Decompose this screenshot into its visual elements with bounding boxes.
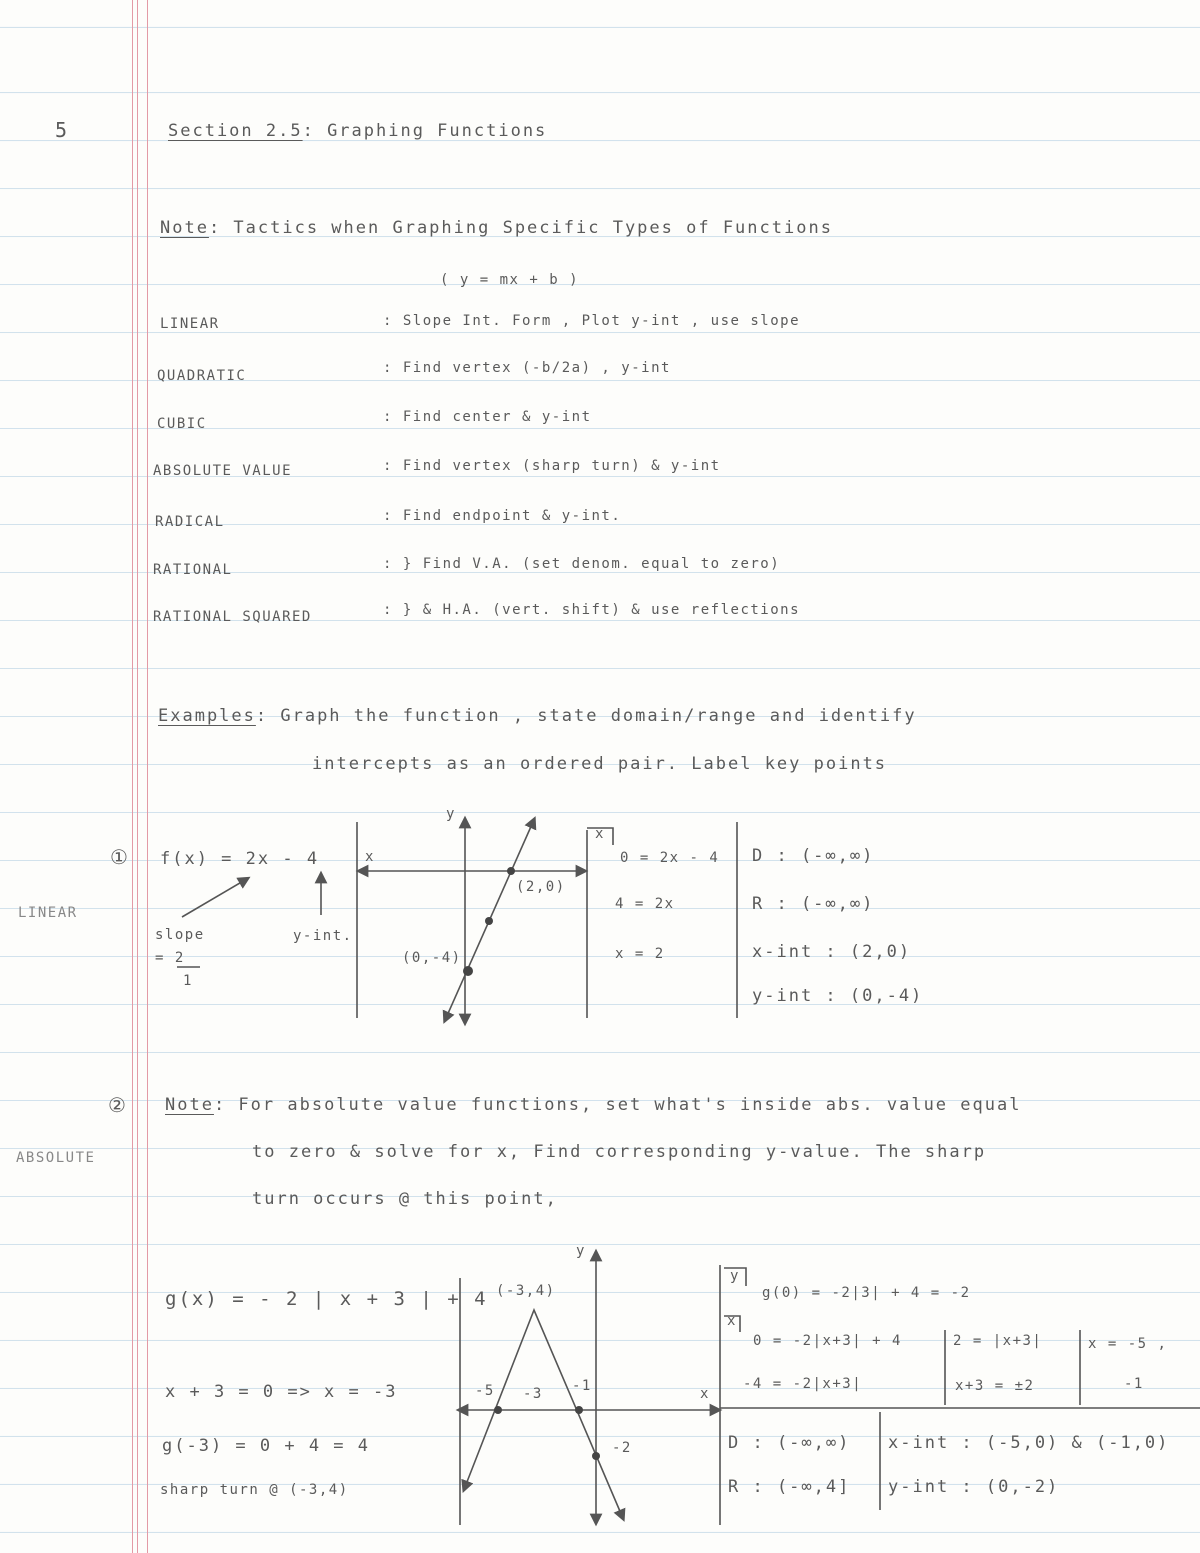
point-slope-step bbox=[485, 917, 493, 925]
point-y-intercept bbox=[463, 966, 473, 976]
example-1-side-label: LINEAR bbox=[18, 905, 78, 921]
linear-graph-line bbox=[446, 822, 533, 1018]
example-2-step: x + 3 = 0 => x = -3 bbox=[165, 1382, 398, 1402]
example-2-x-solution: -1 bbox=[1124, 1376, 1144, 1392]
example-2-x-work: 2 = |x+3| bbox=[953, 1333, 1043, 1349]
example-2-y-intercept: y-int : (0,-2) bbox=[888, 1477, 1060, 1497]
example-2-side-label: ABSOLUTE bbox=[16, 1150, 96, 1166]
tactics-note bbox=[160, 218, 833, 238]
example-1-function: f(x) = 2x - 4 bbox=[160, 849, 320, 869]
margin-line bbox=[132, 0, 133, 1553]
example-2-x-work: 0 = -2|x+3| + 4 bbox=[753, 1333, 902, 1349]
example-1-number: ① bbox=[110, 845, 130, 869]
examples-instruction: Examples: Graph the function , state domain/range and identify bbox=[158, 706, 917, 726]
tactic-type-rational-squared: RATIONAL SQUARED bbox=[153, 609, 312, 625]
example-1-y-intercept: y-int : (0,-4) bbox=[752, 986, 924, 1006]
tactic-type-quadratic: QUADRATIC bbox=[157, 368, 247, 384]
graph2-y-axis-label: y bbox=[576, 1243, 586, 1259]
example-2-y-tag: y bbox=[730, 1268, 740, 1284]
example-1-x-intercept: x-int : (2,0) bbox=[752, 942, 912, 962]
note-label: Note bbox=[160, 218, 209, 238]
example-1-work-line: x = 2 bbox=[615, 946, 665, 962]
example-1-range: R : (-∞,∞) bbox=[752, 894, 875, 914]
tactic-rule-cubic: : Find center & y-int bbox=[383, 409, 592, 425]
section-title bbox=[168, 121, 547, 141]
graph2-tick-label: -1 bbox=[572, 1378, 592, 1394]
tactic-type-rational: RATIONAL bbox=[153, 562, 233, 578]
yint-label: y-int. bbox=[293, 928, 353, 944]
graph2-y-intercept-label: -2 bbox=[612, 1440, 632, 1456]
example-1-work-line: 4 = 2x bbox=[615, 896, 675, 912]
graph2-tick-label: -3 bbox=[523, 1386, 543, 1402]
graph1-y-axis-label: y bbox=[446, 806, 456, 822]
tactic-type-absolute: ABSOLUTE VALUE bbox=[153, 463, 293, 479]
example-2-note-line: turn occurs @ this point, bbox=[252, 1189, 558, 1209]
tactic-rule-radical: : Find endpoint & y-int. bbox=[383, 508, 622, 524]
example-2-x-work: x+3 = ±2 bbox=[955, 1378, 1035, 1394]
linear-form: ( y = mx + b ) bbox=[440, 272, 580, 288]
tactic-rule-rational: : } Find V.A. (set denom. equal to zero) bbox=[383, 556, 781, 572]
example-2-domain: D : (-∞,∞) bbox=[728, 1433, 851, 1453]
page-number: 5 bbox=[55, 118, 70, 142]
point-x-intercept bbox=[507, 867, 515, 875]
example-1-work-line: 0 = 2x - 4 bbox=[620, 850, 720, 866]
margin-line bbox=[137, 0, 138, 1553]
example-2-range: R : (-∞,4] bbox=[728, 1477, 851, 1497]
section-title-text: : Graphing Functions bbox=[302, 121, 548, 141]
graph1-y-intercept-label: (0,-4) bbox=[402, 950, 462, 966]
point-x-intercept-left bbox=[494, 1406, 502, 1414]
examples-instruction-line2: intercepts as an ordered pair. Label key points bbox=[312, 754, 888, 774]
tactic-rule-quadratic: : Find vertex (-b/2a) , y-int bbox=[383, 360, 671, 376]
graph2-tick-label: -5 bbox=[475, 1383, 495, 1399]
tactic-rule-rational-squared: : } & H.A. (vert. shift) & use reflections bbox=[383, 602, 801, 618]
example-2-step: sharp turn @ (-3,4) bbox=[160, 1482, 349, 1498]
point-y-intercept bbox=[592, 1452, 600, 1460]
example-2-function: g(x) = - 2 | x + 3 | + 4 bbox=[165, 1288, 488, 1310]
tactic-type-linear: LINEAR bbox=[160, 316, 220, 332]
tactic-rule-absolute: : Find vertex (sharp turn) & y-int bbox=[383, 458, 721, 474]
example-2-note-label: Note bbox=[165, 1095, 214, 1115]
examples-label: Examples bbox=[158, 706, 256, 726]
example-2-note-line: to zero & solve for x, Find corresponding y-value. The sharp bbox=[252, 1142, 987, 1162]
section-label: Section 2.5 bbox=[168, 121, 303, 141]
example-2-x-solution: x = -5 , bbox=[1088, 1336, 1168, 1352]
example-1-domain: D : (-∞,∞) bbox=[752, 846, 875, 866]
graph1-x-intercept-label: (2,0) bbox=[516, 879, 566, 895]
example-2-x-intercepts: x-int : (-5,0) & (-1,0) bbox=[888, 1433, 1170, 1453]
note-text: : Tactics when Graphing Specific Types of Functions bbox=[208, 218, 833, 238]
example-2-note: Note: For absolute value functions, set what's inside abs. value equal bbox=[165, 1095, 1022, 1115]
tactic-type-radical: RADICAL bbox=[155, 514, 225, 530]
slope-arrow bbox=[182, 880, 245, 917]
graph2-x-axis-label: x bbox=[700, 1386, 710, 1402]
example-2-step: g(-3) = 0 + 4 = 4 bbox=[162, 1436, 370, 1456]
example-2-x-work: -4 = -2|x+3| bbox=[743, 1376, 863, 1392]
point-x-intercept-right bbox=[575, 1406, 583, 1414]
tactic-rule-linear: : Slope Int. Form , Plot y-int , use slope bbox=[383, 313, 801, 329]
margin-line bbox=[147, 0, 148, 1553]
example-1-work-tag: x bbox=[595, 826, 605, 842]
slope-denominator: 1 bbox=[183, 973, 193, 989]
slope-label: slope bbox=[155, 927, 205, 943]
example-2-x-tag: x bbox=[727, 1313, 737, 1329]
graph2-vertex-label: (-3,4) bbox=[496, 1283, 556, 1299]
slope-numerator: = 2 bbox=[155, 950, 185, 966]
example-2-y-work: g(0) = -2|3| + 4 = -2 bbox=[762, 1285, 971, 1301]
tactic-type-cubic: CUBIC bbox=[157, 416, 207, 432]
graph1-x-axis-label: x bbox=[365, 849, 375, 865]
absolute-value-graph bbox=[465, 1310, 622, 1516]
example-2-number: ② bbox=[108, 1093, 128, 1117]
